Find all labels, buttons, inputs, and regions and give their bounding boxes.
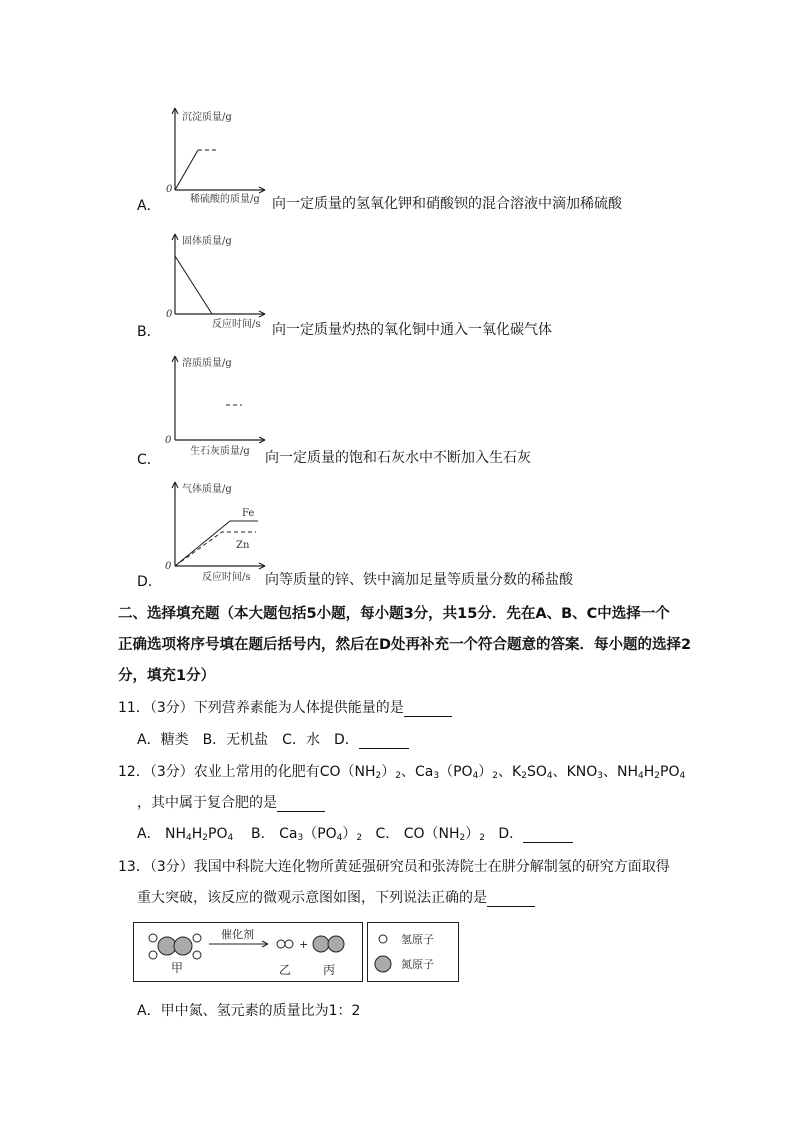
q12-line2 (137, 792, 325, 812)
section2-line1: 二、选择填充题（本大题包括5小题，每小题3分，共15分．先在A、B、C中选择一个 (118, 606, 670, 622)
graph-d (160, 476, 270, 586)
q12-opt-b: B． (251, 826, 275, 842)
q13-option-a: A．甲中氮、氢元素的质量比为1：2 (137, 1003, 361, 1019)
legend-hydrogen: 氢原子 (401, 933, 434, 946)
q11-answer-blank[interactable] (404, 702, 452, 717)
legend-nitrogen: 氮原子 (401, 958, 434, 971)
q12-opt-a: A． (137, 826, 161, 842)
option-b-letter: B． (137, 324, 161, 340)
graph-b-xlabel: 反应时间/s (212, 319, 261, 330)
q11-option-d-blank[interactable] (359, 734, 409, 749)
nitrogen-atom-icon (375, 956, 391, 972)
q12-options: A． $NH_4H_2PO_4$ B． $Ca_3(PO_4)_2$ C． $CO(NH_2)_2$ D． (137, 823, 573, 843)
q13-answer-blank[interactable] (487, 892, 535, 907)
option-c-description: 向一定质量的饱和石灰水中不断加入生石灰 (265, 450, 531, 466)
option-d-letter: D． (137, 574, 162, 590)
q13-line2 (137, 887, 535, 907)
graph-a (160, 100, 270, 205)
svg-text:+: + (299, 938, 309, 951)
option-a-letter: A． (137, 198, 161, 214)
graph-a-ylabel: 沉淀质量/g (182, 112, 232, 123)
section2-line2: 正确选项将序号填在题后括号内，然后在D处再补充一个符合题意的答案．每小题的选择2 (118, 637, 692, 653)
graph-b (160, 226, 270, 330)
q12-line2-text: ，其中属于复合肥的是 (137, 795, 277, 811)
q11-options (137, 729, 409, 749)
graph-c-ylabel: 溶质质量/g (182, 358, 232, 369)
reaction-diagram-art (133, 922, 363, 982)
graph-a-xlabel: 稀硫酸的质量/g (190, 194, 260, 205)
q12-answer-blank[interactable] (277, 797, 325, 812)
graph-c-xlabel: 生石灰质量/g (190, 446, 250, 457)
catalyst-label: 催化剂 (221, 928, 254, 941)
graph-a-origin: 0 (166, 184, 173, 195)
q11-stem (118, 697, 452, 717)
q12-stem-text: 12．（3分）农业上常用的化肥有CO（NH (118, 764, 376, 780)
graph-d-zn-label: Zn (236, 540, 250, 551)
q13-line2-text: 重大突破，该反应的微观示意图如图，下列说法正确的是 (137, 890, 487, 906)
label-bing: 丙 (323, 963, 336, 977)
q11-options-text: A．糖类 B．无机盐 C．水 D． (137, 732, 359, 748)
label-yi: 乙 (279, 963, 292, 977)
graph-b-curve (175, 256, 212, 314)
q12-option-d-blank[interactable] (523, 828, 573, 843)
section2-line3: 分，填充1分） (118, 668, 216, 684)
graph-d-xlabel: 反应时间/s (202, 572, 251, 583)
graph-c-origin: 0 (165, 435, 172, 446)
q13-line1: 13．（3分）我国中科院大连化物所黄延强研究员和张涛院士在肼分解制氢的研究方面取得 (118, 859, 670, 875)
graph-d-ylabel: 气体质量/g (182, 484, 232, 495)
graph-c (160, 350, 270, 460)
q12-opt-c: C． (375, 826, 400, 842)
graph-b-origin: 0 (166, 309, 173, 320)
graph-b-ylabel: 固体质量/g (182, 236, 232, 247)
q12-stem: 12．（3分）农业上常用的化肥有$CO(NH_2)_2$、$Ca_3(PO_4)_2$、$K_2SO_4$、$KNO_3$、$NH_4H_2PO_4$ (118, 764, 686, 781)
option-c-letter: C． (137, 452, 161, 468)
graph-a-curve (175, 150, 198, 190)
graph-d-origin: 0 (165, 561, 172, 572)
label-jia: 甲 (171, 961, 184, 975)
hydrogen-atom-icon (379, 935, 387, 943)
q12-opt-d: D． (498, 826, 524, 842)
option-a-description: 向一定质量的氢氧化钾和硝酸钡的混合溶液中滴加稀硫酸 (272, 196, 622, 212)
reaction-legend-art (367, 922, 459, 982)
option-b-description: 向一定质量灼热的氧化铜中通入一氧化碳气体 (272, 322, 552, 338)
option-d-description: 向等质量的锌、铁中滴加足量等质量分数的稀盐酸 (265, 572, 573, 588)
graph-d-fe-label: Fe (242, 508, 255, 519)
q11-stem-text: 11．（3分）下列营养素能为人体提供能量的是 (118, 700, 404, 716)
